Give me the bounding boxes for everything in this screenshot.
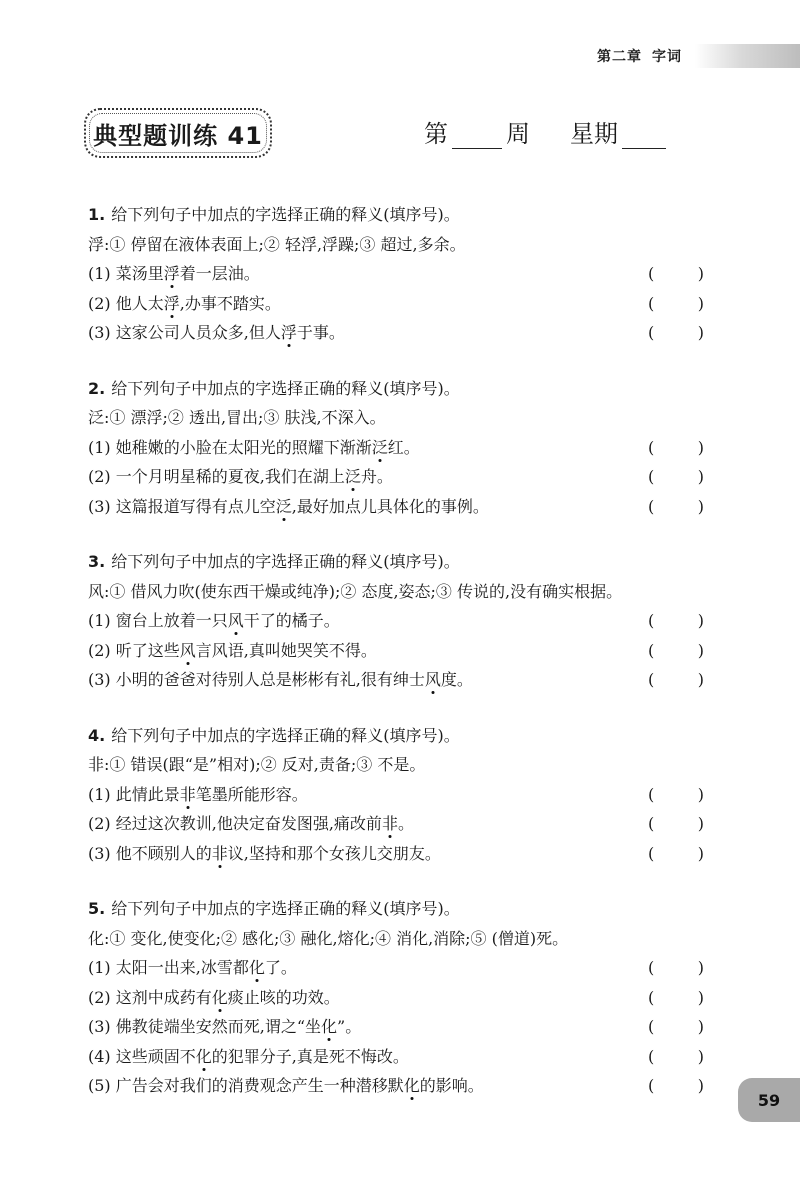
close-paren: ): [697, 958, 704, 977]
close-paren: ): [697, 264, 704, 283]
sentence-item: [88, 665, 718, 695]
dotted-character: 化: [195, 1046, 212, 1066]
open-paren: (: [648, 1017, 655, 1036]
answer-blank[interactable]: [648, 1042, 704, 1072]
open-paren: (: [648, 264, 655, 283]
answer-blank[interactable]: [648, 1071, 704, 1101]
sentence-post: 舟。: [360, 467, 393, 486]
open-paren: (: [648, 496, 655, 516]
close-paren: ): [697, 843, 704, 863]
close-paren: ): [697, 323, 704, 342]
close-paren: ): [697, 1017, 704, 1036]
sentence-text: [88, 433, 420, 463]
open-paren: (: [648, 784, 655, 804]
close-paren: ): [697, 611, 704, 630]
sentence-text: [88, 839, 441, 869]
close-paren: ): [697, 1046, 704, 1066]
open-paren: (: [648, 958, 655, 977]
sentence-post: ,办事不踏实。: [179, 293, 281, 313]
sentence-item: [88, 1042, 718, 1072]
answer-blank[interactable]: [648, 983, 704, 1013]
sentence-pre: (3) 佛教徒端坐安然而死,谓之“坐: [88, 1017, 322, 1036]
answer-blank[interactable]: [648, 665, 704, 695]
prompt-text: 给下列句子中加点的字选择正确的释义(填序号)。: [111, 378, 460, 398]
question-prompt: [88, 721, 718, 751]
question-4: [88, 721, 718, 869]
chapter-name: 第二章: [597, 49, 642, 65]
question-number: 3.: [88, 552, 106, 571]
exercise-title-badge: [84, 108, 272, 158]
sentence-text: [88, 462, 393, 492]
prompt-text: 给下列句子中加点的字选择正确的释义(填序号)。: [111, 725, 460, 745]
week-word: 周: [506, 120, 530, 148]
question-5: [88, 894, 718, 1101]
definition-line: 风:① 借风力吹(使东西干燥或纯净);② 态度,姿态;③ 传说的,没有确实根据。: [88, 581, 623, 601]
sentence-post: 的犯罪分子,真是死不悔改。: [211, 1046, 409, 1066]
section-name: 字词: [652, 49, 682, 65]
sentence-post: 痰止咳的功效。: [227, 987, 340, 1007]
open-paren: (: [648, 323, 655, 342]
prompt-text: 给下列句子中加点的字选择正确的释义(填序号)。: [111, 205, 460, 224]
question-2: [88, 374, 718, 522]
question-number: 5.: [88, 899, 106, 918]
sentence-pre: (2) 这剂中成药有: [88, 987, 212, 1007]
exercise-title: 典型题训练 41: [93, 121, 263, 150]
dotted-character: 浮: [280, 323, 297, 342]
sentence-post: ”。: [337, 1017, 362, 1036]
dotted-character: 非: [179, 784, 196, 804]
close-paren: ): [697, 293, 704, 313]
open-paren: (: [648, 670, 655, 689]
sentence-item: [88, 492, 718, 522]
sentence-text: [88, 1071, 484, 1101]
sentence-pre: (2) 听了这些: [88, 640, 180, 660]
definition-line: 非:① 错误(跟“是”相对);② 反对,责备;③ 不是。: [88, 755, 426, 774]
sentence-post: ,最好加点儿具体化的事例。: [291, 496, 489, 516]
dotted-character: 泛: [275, 496, 292, 516]
page-number-tab: [738, 1078, 800, 1122]
sentence-item: [88, 953, 718, 983]
open-paren: (: [648, 1046, 655, 1066]
sentence-text: [88, 259, 260, 289]
sentence-item: [88, 462, 718, 492]
sentence-post: 干了的橘子。: [243, 611, 340, 630]
sentence-item: [88, 1012, 718, 1042]
sentence-pre: (2) 一个月明星稀的夏夜,我们在湖上: [88, 467, 345, 486]
dotted-character: 泛: [371, 437, 388, 457]
prompt-text: 给下列句子中加点的字选择正确的释义(填序号)。: [111, 552, 460, 571]
weekday-blank[interactable]: [622, 126, 666, 149]
sentence-item: [88, 1071, 718, 1101]
answer-blank[interactable]: [648, 318, 704, 348]
sentence-text: [88, 780, 308, 810]
dotted-character: 化: [248, 958, 265, 977]
answer-blank[interactable]: [648, 259, 704, 289]
open-paren: (: [648, 467, 655, 486]
sentence-pre: (1) 窗台上放着一只: [88, 611, 228, 630]
sentence-pre: (5) 广告会对我们的消费观念产生一种潜移默: [88, 1076, 404, 1095]
sentence-item: [88, 606, 718, 636]
sentence-pre: (1) 太阳一出来,冰雪都: [88, 958, 249, 977]
sentence-text: [88, 492, 489, 522]
sentence-post: 议,坚持和那个女孩儿交朋友。: [227, 843, 441, 863]
sentence-text: [88, 289, 281, 319]
dotted-character: 风: [179, 640, 196, 660]
answer-blank[interactable]: [648, 953, 704, 983]
dotted-character: 非: [211, 843, 228, 863]
question-1: [88, 200, 718, 348]
open-paren: (: [648, 814, 655, 833]
open-paren: (: [648, 640, 655, 660]
sentence-text: [88, 1042, 409, 1072]
weekday-word: 星期: [570, 120, 618, 148]
sentence-pre: (2) 他人太: [88, 293, 164, 313]
question-3: [88, 547, 718, 695]
open-paren: (: [648, 987, 655, 1007]
sentence-post: 。: [397, 814, 414, 833]
sentence-pre: (1) 她稚嫩的小脸在太阳光的照耀下渐渐: [88, 437, 372, 457]
sentence-pre: (4) 这些顽固不: [88, 1046, 196, 1066]
sentence-post: 着一层油。: [179, 264, 260, 283]
sentence-text: [88, 636, 377, 666]
sentence-text: [88, 983, 340, 1013]
dotted-character: 非: [381, 814, 398, 833]
week-blank[interactable]: [452, 126, 502, 149]
sentence-post: 笔墨所能形容。: [195, 784, 308, 804]
close-paren: ): [697, 814, 704, 833]
dotted-character: 浮: [163, 293, 180, 313]
close-paren: ): [697, 784, 704, 804]
sentence-pre: (3) 他不顾别人的: [88, 843, 212, 863]
dotted-character: 化: [403, 1076, 420, 1095]
sentence-item: [88, 780, 718, 810]
close-paren: ): [697, 640, 704, 660]
chapter-label: [597, 46, 692, 66]
sentence-pre: (3) 这家公司人员众多,但人: [88, 323, 281, 342]
question-prompt: [88, 200, 718, 230]
dotted-character: 化: [321, 1017, 338, 1036]
answer-blank[interactable]: [648, 780, 704, 810]
sentence-pre: (3) 小明的爸爸对待别人总是彬彬有礼,很有绅士: [88, 670, 425, 689]
sentence-text: [88, 318, 345, 348]
close-paren: ): [697, 437, 704, 457]
sentence-item: [88, 289, 718, 319]
sentence-item: [88, 983, 718, 1013]
sentence-item: [88, 636, 718, 666]
definition-line: 浮:① 停留在液体表面上;② 轻浮,浮躁;③ 超过,多余。: [88, 234, 466, 254]
sentence-text: [88, 1012, 361, 1042]
definition-line: 泛:① 漂浮;② 透出,冒出;③ 肤浅,不深入。: [88, 408, 386, 427]
answer-blank[interactable]: [648, 462, 704, 492]
dotted-character: 浮: [163, 264, 180, 283]
question-number: 2.: [88, 378, 106, 398]
sentence-item: [88, 809, 718, 839]
answer-blank[interactable]: [648, 492, 704, 522]
sentence-item: [88, 259, 718, 289]
close-paren: ): [697, 670, 704, 689]
sentence-item: [88, 318, 718, 348]
question-prompt: [88, 894, 718, 924]
week-prefix: 第: [424, 120, 448, 148]
sentence-post: 于事。: [296, 323, 345, 342]
sentence-item: [88, 839, 718, 869]
answer-blank[interactable]: [648, 1012, 704, 1042]
answer-blank[interactable]: [648, 839, 704, 869]
page-number: 59: [757, 1090, 781, 1110]
sentence-text: [88, 809, 414, 839]
question-prompt: [88, 374, 718, 404]
definition-line: 化:① 变化,使变化;② 感化;③ 融化,熔化;④ 消化,消除;⑤ (僧道)死。: [88, 928, 569, 948]
sentence-post: 了。: [264, 958, 297, 977]
answer-blank[interactable]: [648, 636, 704, 666]
sentence-post: 度。: [440, 670, 473, 689]
sentence-pre: (3) 这篇报道写得有点儿空: [88, 496, 276, 516]
open-paren: (: [648, 1076, 655, 1095]
sentence-post: 的影响。: [419, 1076, 484, 1095]
sentence-pre: (1) 菜汤里: [88, 264, 164, 283]
answer-blank[interactable]: [648, 433, 704, 463]
question-number: 1.: [88, 205, 106, 224]
dotted-character: 风: [227, 611, 244, 630]
sentence-post: 言风语,真叫她哭笑不得。: [195, 640, 377, 660]
prompt-text: 给下列句子中加点的字选择正确的释义(填序号)。: [111, 899, 460, 918]
sentence-post: 红。: [387, 437, 420, 457]
close-paren: ): [697, 496, 704, 516]
question-prompt: [88, 547, 718, 577]
open-paren: (: [648, 437, 655, 457]
sentence-pre: (2) 经过这次教训,他决定奋发图强,痛改前: [88, 814, 382, 833]
answer-blank[interactable]: [648, 809, 704, 839]
answer-blank[interactable]: [648, 606, 704, 636]
answer-blank[interactable]: [648, 289, 704, 319]
question-number: 4.: [88, 725, 106, 745]
open-paren: (: [648, 293, 655, 313]
dotted-character: 风: [424, 670, 441, 689]
open-paren: (: [648, 611, 655, 630]
dotted-character: 泛: [344, 467, 361, 486]
question-list: [88, 200, 718, 1127]
week-date-line: [424, 114, 666, 149]
sentence-text: [88, 606, 340, 636]
sentence-pre: (1) 此情此景: [88, 784, 180, 804]
close-paren: ): [697, 1076, 704, 1095]
sentence-text: [88, 953, 297, 983]
sentence-text: [88, 665, 473, 695]
close-paren: ): [697, 987, 704, 1007]
sentence-item: [88, 433, 718, 463]
dotted-character: 化: [211, 987, 228, 1007]
open-paren: (: [648, 843, 655, 863]
close-paren: ): [697, 467, 704, 486]
